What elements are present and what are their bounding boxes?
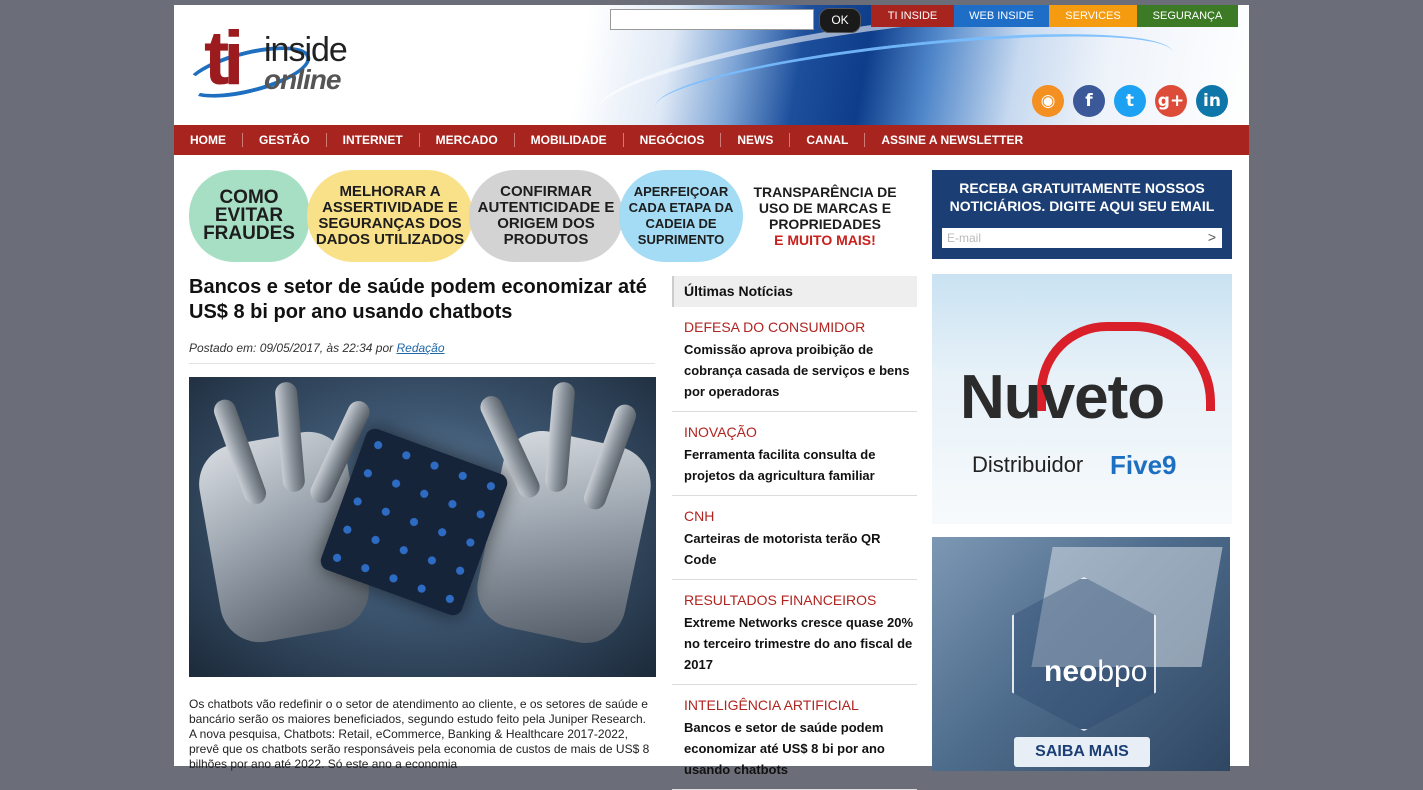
news-item[interactable] xyxy=(672,580,917,685)
logo-ti: ti xyxy=(204,16,239,101)
site-tabs xyxy=(871,5,1238,27)
nav-negocios[interactable]: NEGÓCIOS xyxy=(624,133,722,147)
news-headline[interactable]: Bancos e setor de saúde podem economizar até US$ 8 bi por ano usando chatbots xyxy=(684,720,885,777)
tab-ti-inside[interactable]: TI INSIDE xyxy=(871,5,954,27)
main-nav xyxy=(174,125,1249,155)
news-category[interactable]: CNH xyxy=(684,508,715,524)
social-links xyxy=(1032,85,1228,117)
nuveto-brand: Nuveto xyxy=(960,363,1165,432)
saiba-mais-button[interactable]: SAIBA MAIS xyxy=(1014,737,1150,767)
logo-online: online xyxy=(264,64,341,95)
promo-transparencia-text: TRANSPARÊNCIA DE USO DE MARCAS E PROPRIEDADES xyxy=(753,184,897,232)
newsletter-box xyxy=(932,170,1232,259)
facebook-icon[interactable]: f xyxy=(1073,85,1105,117)
news-headline[interactable]: Carteiras de motorista terão QR Code xyxy=(684,531,881,567)
five9-logo: Five9 xyxy=(1110,450,1177,480)
latest-news-title: Últimas Notícias xyxy=(672,276,917,307)
search-input[interactable] xyxy=(610,9,814,30)
newsletter-text: RECEBA GRATUITAMENTE NOSSOS NOTICIÁRIOS. DIGITE AQUI SEU EMAIL xyxy=(949,180,1215,214)
promo-banner[interactable] xyxy=(189,170,909,262)
logo-inside: inside xyxy=(264,31,347,69)
news-headline[interactable]: Comissão aprova proibição de cobrança casada de serviços e bens por operadoras xyxy=(684,342,910,399)
site-logo[interactable] xyxy=(182,16,382,101)
tab-web-inside[interactable]: WEB INSIDE xyxy=(954,5,1049,27)
nav-home[interactable]: HOME xyxy=(174,133,243,147)
nuveto-ad[interactable] xyxy=(932,274,1232,524)
newsletter-email-field[interactable] xyxy=(942,228,1222,248)
promo-item-transparencia xyxy=(745,170,905,262)
news-item[interactable] xyxy=(672,307,917,412)
news-headline[interactable]: Extreme Networks cresce quase 20% no terceiro trimestre do ano fiscal de 2017 xyxy=(684,615,914,672)
twitter-icon[interactable]: t xyxy=(1114,85,1146,117)
article-title: Bancos e setor de saúde podem economizar até US$ 8 bi por ano usando chatbots xyxy=(189,276,647,323)
news-headline[interactable]: Ferramenta facilita consulta de projetos da agricultura familiar xyxy=(684,447,876,483)
news-item[interactable] xyxy=(672,685,917,790)
promo-item-autenticidade: CONFIRMAR AUTENTICIDADE E ORIGEM DOS PRODUTOS xyxy=(469,170,623,262)
nav-gestao[interactable]: GESTÃO xyxy=(243,133,327,147)
tab-seguranca[interactable]: SEGURANÇA xyxy=(1137,5,1238,27)
nav-internet[interactable]: INTERNET xyxy=(327,133,420,147)
nav-news[interactable]: NEWS xyxy=(721,133,790,147)
promo-muito-mais: E MUITO MAIS! xyxy=(774,232,876,248)
nav-mobilidade[interactable]: MOBILIDADE xyxy=(515,133,624,147)
author-link[interactable]: Redação xyxy=(396,341,445,355)
news-category[interactable]: RESULTADOS FINANCEIROS xyxy=(684,592,877,608)
nav-mercado[interactable]: MERCADO xyxy=(420,133,515,147)
news-item[interactable] xyxy=(672,412,917,496)
article-meta xyxy=(189,341,655,364)
article-body: Os chatbots vão redefinir o o setor de atendimento ao cliente, e os setores de saúde e bancário serão os maiores beneficiados, segundo estudo feito pela Juniper Research. A nova pesquisa, Chatbots: Retail, eCommerce, Banking & Healthcare 2017-2022, prevê que os chatbots serão responsáveis pela economia de custos de mais de US$ 8 bilhões por ano até 2022. Só este ano a economia xyxy=(189,697,650,771)
latest-news xyxy=(672,276,917,790)
site-header xyxy=(174,5,1249,125)
post-date: Postado em: 09/05/2017, às 22:34 por xyxy=(189,341,397,355)
nav-assine-newsletter[interactable]: ASSINE A NEWSLETTER xyxy=(881,133,1024,147)
news-category[interactable]: DEFESA DO CONSUMIDOR xyxy=(684,319,866,335)
neobpo-ad[interactable] xyxy=(932,537,1230,771)
promo-item-fraudes: COMO EVITAR FRAUDES xyxy=(189,170,309,262)
page xyxy=(174,5,1249,777)
promo-item-suprimento: APERFEIÇOAR CADA ETAPA DA CADEIA DE SUPRIMENTO xyxy=(619,170,743,262)
promo-item-assertividade: MELHORAR A ASSERTIVIDADE E SEGURANÇAS DOS DADOS UTILIZADOS xyxy=(307,170,473,262)
neobpo-logo-light: bpo xyxy=(1097,655,1148,688)
google-plus-icon[interactable]: g+ xyxy=(1155,85,1187,117)
neobpo-logo-bold: neo xyxy=(1044,655,1098,688)
linkedin-icon[interactable]: in xyxy=(1196,85,1228,117)
nuveto-distributor: Distribuidor xyxy=(972,452,1084,477)
nav-canal[interactable]: CANAL xyxy=(790,133,865,147)
news-item[interactable] xyxy=(672,496,917,580)
email-placeholder: E-mail xyxy=(947,231,982,245)
news-category[interactable]: INTELIGÊNCIA ARTIFICIAL xyxy=(684,697,859,713)
tab-services[interactable]: SERVICES xyxy=(1049,5,1137,27)
rss-icon[interactable]: ◉ xyxy=(1032,85,1064,117)
neobpo-logo xyxy=(1044,655,1147,689)
submit-arrow-icon[interactable]: > xyxy=(1207,229,1216,245)
news-category[interactable]: INOVAÇÃO xyxy=(684,424,757,440)
search-button[interactable]: OK xyxy=(819,8,861,33)
article-image xyxy=(189,377,656,677)
